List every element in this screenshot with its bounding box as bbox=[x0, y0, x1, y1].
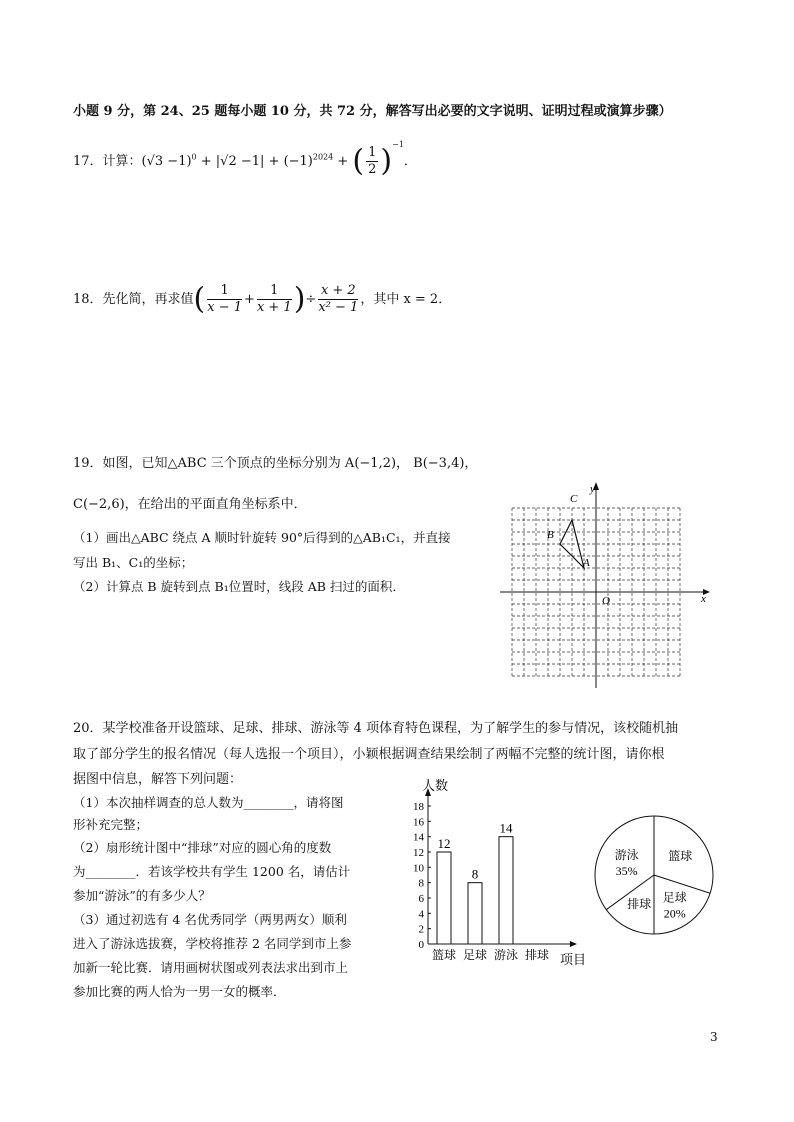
bar-ytick-label: 6 bbox=[418, 893, 424, 905]
q20-line3: 据图中信息，解答下列问题： bbox=[73, 772, 243, 787]
q20-s3c: 加新一轮比赛．请用画树状图或列表法求出到市上 bbox=[73, 960, 349, 975]
bar-category-label: 足球 bbox=[462, 948, 488, 962]
bar bbox=[468, 883, 482, 944]
q20-s2c: 参加“游泳”的有多少人？ bbox=[73, 888, 211, 903]
q18-label: 18．先化简，再求值 bbox=[73, 292, 194, 307]
q19-part1a: （1）画出△ABC 绕点 A 顺时针旋转 90°后得到的△AB₁C₁，并直接 bbox=[73, 530, 451, 545]
point-b-label: B bbox=[547, 529, 554, 541]
bar-value-label: 8 bbox=[471, 866, 479, 882]
bar-ytick-label: 8 bbox=[418, 877, 424, 890]
page-number: 3 bbox=[710, 1030, 718, 1044]
q20-s2a: （2）扇形统计图中“排球”对应的圆心角的度数 bbox=[73, 840, 332, 855]
bar-ytick-label: 4 bbox=[418, 908, 424, 921]
q20-s1b: 形补充完整； bbox=[73, 817, 149, 832]
bar-ytick-label: 18 bbox=[413, 801, 424, 813]
q19-part1b: 写出 B₁、C₁的坐标； bbox=[73, 555, 194, 570]
bar-ytick-label: 16 bbox=[413, 816, 424, 829]
question-18: 18．先化简，再求值( $\frac{1}{x - 1}$ + $\frac{1}{x + 1}$ )÷ $\frac{x + 2}{\text{x² − 1}}$ ，其中 x = 2． bbox=[73, 281, 452, 317]
bar bbox=[499, 837, 513, 944]
q17-label: 17．计算： bbox=[73, 154, 142, 169]
y-axis-label: y bbox=[590, 483, 595, 495]
bar-chart-xlabel: 项目 bbox=[560, 952, 587, 967]
bar-x-arrow-icon bbox=[570, 941, 577, 947]
coordinate-grid-figure bbox=[498, 478, 713, 690]
bar-ytick-label: 14 bbox=[413, 831, 424, 844]
bar-ytick-label: 0 bbox=[418, 939, 424, 951]
point-a-label: A bbox=[583, 557, 590, 569]
pie-slice-label: 足球 bbox=[662, 890, 687, 905]
q20-s3a: （3）通过初选有 4 名优秀同学（两男两女）顺利 bbox=[73, 912, 347, 927]
bar-chart-ylabel: 人数 bbox=[422, 778, 449, 793]
q20-s3b: 进入了游泳选拔赛，学校将推荐 2 名同学到市上参 bbox=[73, 936, 352, 951]
origin-label: O bbox=[602, 595, 610, 607]
x-axis-label: x bbox=[701, 593, 706, 605]
pie-slice-label: 排球 bbox=[627, 896, 652, 911]
q20-s1a: （1）本次抽样调查的总人数为________，请将图 bbox=[73, 795, 344, 810]
q20-s2b: 为________．若该学校共有学生 1200 名，请估计 bbox=[73, 864, 351, 879]
bar-ytick-label: 10 bbox=[413, 862, 424, 875]
bar-value-label: 14 bbox=[499, 820, 513, 836]
q19-line1: 19．如图，已知△ABC 三个顶点的坐标分别为 A(−1,2)， B(−3,4)， bbox=[73, 456, 478, 471]
bar-category-label: 游泳 bbox=[493, 948, 519, 962]
q20-line1: 20．某学校准备开设篮球、足球、排球、游泳等 4 项体育特色课程，为了解学生的参与情况，该校随机抽 bbox=[73, 721, 679, 736]
bar-ytick-label: 12 bbox=[413, 847, 424, 859]
section-instructions: 小题 9 分，第 24、25 题每小题 10 分，共 72 分，解答写出必要的文字说明、证明过程或演算步骤） bbox=[73, 104, 672, 119]
q20-line2: 取了部分学生的报名情况（每人选报一个项目），小颖根据调查结果绘制了两幅不完整的统计图，请你根 bbox=[73, 747, 665, 762]
bar-ytick-label: 2 bbox=[418, 923, 424, 936]
pie-chart bbox=[592, 813, 716, 937]
question-17 bbox=[73, 140, 417, 178]
bar-category-label: 排球 bbox=[524, 948, 550, 962]
q19-line2: C(−2,6)，在给出的平面直角坐标系中． bbox=[73, 497, 307, 512]
point-c-label: C bbox=[570, 493, 578, 505]
pie-slice-label: 游泳 bbox=[614, 848, 639, 863]
bar-chart bbox=[400, 776, 600, 971]
bar-category-label: 篮球 bbox=[431, 948, 457, 962]
bar bbox=[437, 852, 451, 944]
bar-value-label: 12 bbox=[437, 836, 451, 851]
q20-s3d: 参加比赛的两人恰为一男一女的概率． bbox=[73, 984, 286, 999]
pie-slice-label: 篮球 bbox=[668, 848, 693, 863]
q17-expression: $(√3 -1)^0 + |√2 -1| + (-1)^{2024}$ + ( $\frac{1}{2}$ )$^{-1}$． bbox=[141, 140, 417, 179]
pie-slice-percent: 35% bbox=[615, 864, 638, 879]
pie-slice-percent: 20% bbox=[663, 906, 686, 921]
q19-part2: （2）计算点 B 旋转到点 B₁位置时，线段 AB 扫过的面积． bbox=[73, 579, 405, 594]
